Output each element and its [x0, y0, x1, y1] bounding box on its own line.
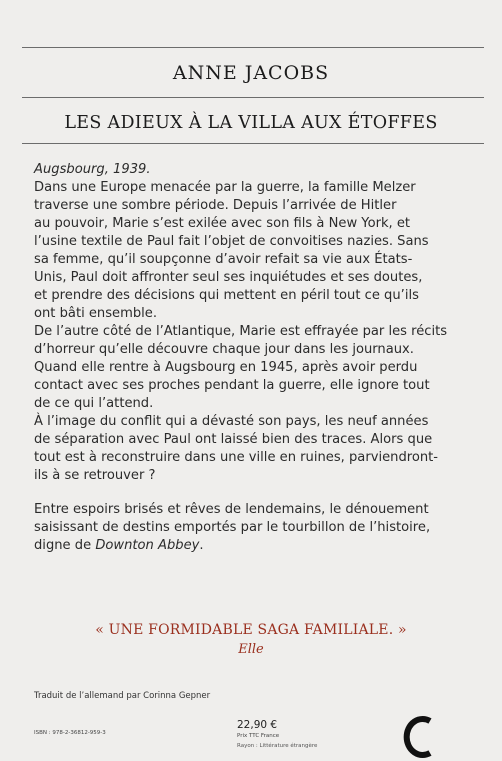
- blurb-line: tout est à reconstruire dans une ville en ruines, parviendront-: [34, 450, 439, 465]
- blurb-line: d’horreur qu’elle découvre chaque jour dans les journaux.: [34, 342, 414, 357]
- blurb-line: De l’autre côté de l’Atlantique, Marie est effrayée par les récits: [34, 324, 448, 339]
- press-quote: « UNE FORMIDABLE SAGA FAMILIALE. »: [95, 622, 407, 638]
- blurb-line: À l’image du conflit qui a dévasté son pays, les neuf années: [34, 414, 429, 429]
- blurb-place: Augsbourg, 1939.: [34, 162, 151, 177]
- blurb-line: et prendre des décisions qui mettent en péril tout ce qu’ils: [34, 288, 419, 303]
- lower-rule: [22, 143, 484, 144]
- blurb-line: au pouvoir, Marie s’est exilée avec son fils à New York, et: [34, 216, 411, 231]
- price: 22,90 €: [237, 719, 278, 731]
- blurb-line: traverse une sombre période. Depuis l’arrivée de Hitler: [34, 198, 397, 213]
- shelf-category: Rayon : Littérature étrangère: [237, 743, 318, 749]
- blurb-line: de ce qui l’attend.: [34, 396, 154, 411]
- isbn: ISBN : 978-2-36812-959-3: [34, 730, 106, 736]
- price-note: Prix TTC France: [237, 733, 280, 739]
- closing-title: Downton Abbey: [95, 538, 200, 553]
- closing-suffix: .: [199, 538, 204, 553]
- blurb-closing-last: [34, 537, 470, 555]
- press-source: Elle: [238, 642, 264, 657]
- book-title: LES ADIEUX À LA VILLA AUX ÉTOFFES: [64, 113, 438, 133]
- blurb-closing-line: Entre espoirs brisés et rêves de lendemains, le dénouement: [34, 502, 429, 517]
- blurb-line: ils à se retrouver ?: [34, 468, 156, 483]
- middle-rule: [22, 97, 484, 98]
- top-rule: [22, 47, 484, 48]
- translator-credit: Traduit de l’allemand par Corinna Gepner: [34, 691, 211, 701]
- blurb-line: ont bâti ensemble.: [34, 306, 158, 321]
- blurb-text: [34, 161, 470, 555]
- blurb-closing-line: saisissant de destins emportés par le tourbillon de l’histoire,: [34, 520, 431, 535]
- author-name: ANNE JACOBS: [172, 62, 330, 84]
- publisher-logo-icon: [400, 713, 438, 761]
- blurb-line: Unis, Paul doit affronter seul ses inquiétudes et ses doutes,: [34, 270, 423, 285]
- closing-prefix: digne de: [34, 538, 96, 553]
- blurb-line: contact avec ses proches pendant la guerre, elle ignore tout: [34, 378, 430, 393]
- blurb-line: de séparation avec Paul ont laissé bien des traces. Alors que: [34, 432, 433, 447]
- blurb-line: sa femme, qu’il soupçonne d’avoir refait sa vie aux États-: [34, 252, 413, 267]
- blurb-line: Quand elle rentre à Augsbourg en 1945, après avoir perdu: [34, 360, 418, 375]
- blurb-line: Dans une Europe menacée par la guerre, la famille Melzer: [34, 180, 416, 195]
- blurb-line: l’usine textile de Paul fait l’objet de convoitises nazies. Sans: [34, 234, 429, 249]
